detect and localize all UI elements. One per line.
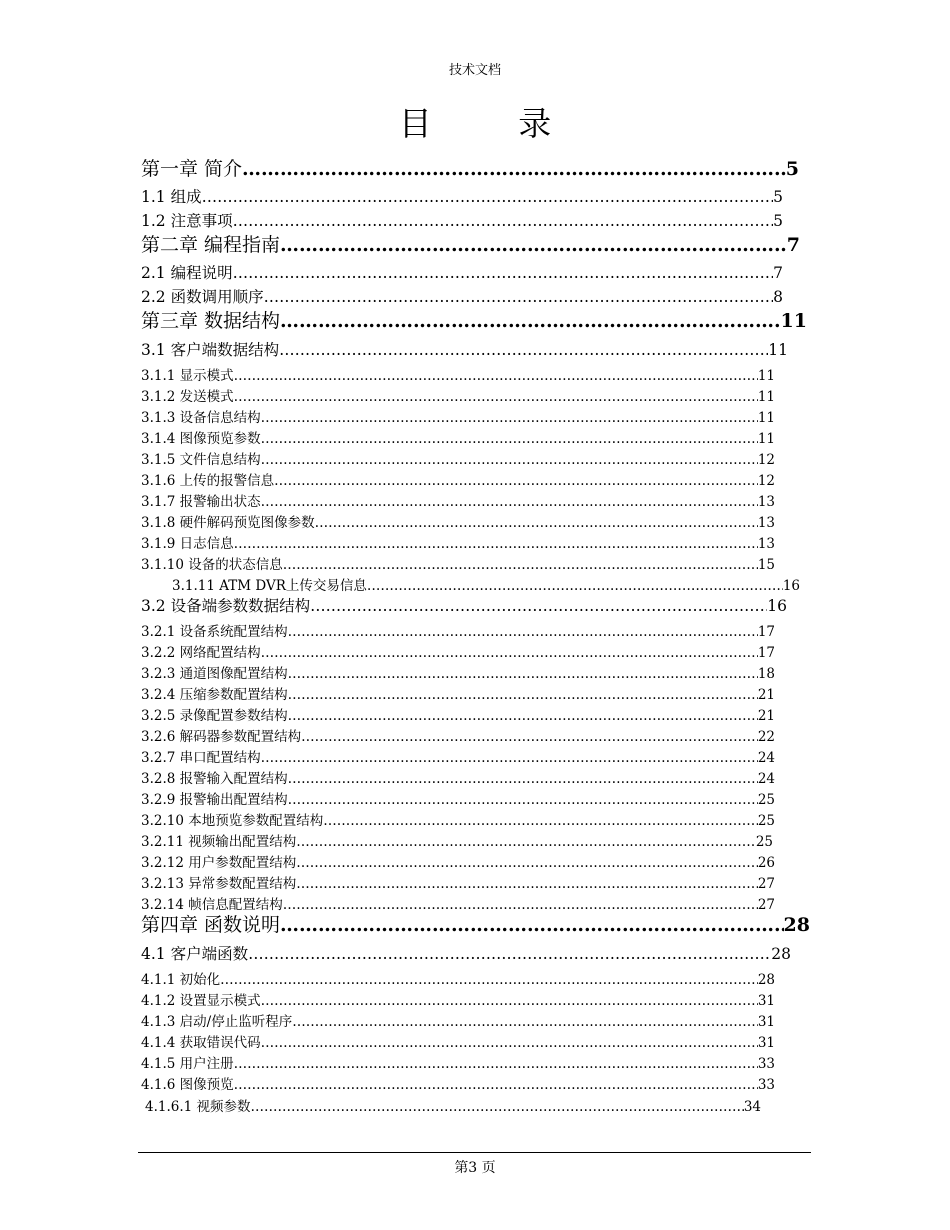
leader-dots [234, 389, 758, 405]
leader-dots [274, 473, 758, 489]
toc-entry-page: 11 [780, 310, 807, 332]
toc-entry-page: 11 [757, 389, 775, 405]
toc-entry-page: 31 [757, 993, 775, 1009]
toc-entry[interactable] [141, 872, 775, 892]
toc-entry[interactable] [141, 1031, 775, 1051]
toc-entry-label: 3.2.1 设备系统配置结构 [141, 624, 288, 640]
leader-dots [264, 288, 774, 306]
toc-entry-page: 8 [773, 288, 783, 306]
leader-dots [261, 1035, 758, 1051]
toc-entry-page: 7 [786, 234, 800, 256]
footer-divider [138, 1152, 811, 1153]
leader-dots [234, 1077, 758, 1093]
toc-entry[interactable] [172, 574, 800, 594]
toc-entry-label: 第四章 函数说明 [141, 914, 281, 936]
toc-entry[interactable] [141, 788, 775, 808]
toc-entry-label: 3.2.13 异常参数配置结构 [141, 876, 297, 892]
toc-entry-page: 13 [757, 494, 775, 510]
leader-dots [234, 1056, 758, 1072]
toc-entry-label: 3.2.5 录像配置参数结构 [141, 708, 288, 724]
toc-entry[interactable] [141, 338, 788, 360]
toc-entry[interactable] [141, 910, 810, 937]
leader-dots [280, 234, 787, 256]
toc-entry[interactable] [141, 746, 775, 766]
toc-entry[interactable] [141, 767, 775, 787]
toc-entry-label: 3.2 设备端参数数据结构 [141, 597, 311, 615]
leader-dots [296, 876, 758, 892]
toc-entry-page: 5 [785, 158, 799, 180]
toc-entry-label: 3.1.1 显示模式 [141, 368, 234, 384]
toc-entry-page: 21 [757, 708, 775, 724]
leader-dots [261, 494, 758, 510]
leader-dots [288, 624, 758, 640]
toc-entry-label: 3.2.10 本地预览参数配置结构 [141, 813, 324, 829]
toc-entry[interactable] [141, 1010, 775, 1030]
leader-dots [233, 264, 774, 282]
toc-entry-label: 1.1 组成 [141, 188, 202, 206]
toc-entry[interactable] [141, 427, 775, 447]
leader-dots [296, 855, 758, 871]
leader-dots [261, 431, 758, 447]
leader-dots [202, 188, 774, 206]
toc-entry-label: 3.2.4 压缩参数配置结构 [141, 687, 288, 703]
leader-dots [323, 813, 758, 829]
toc-entry-page: 21 [757, 687, 775, 703]
toc-entry[interactable] [141, 285, 783, 307]
toc-entry-label: 3.1.4 图像预览参数 [141, 431, 261, 447]
toc-entry-page: 16 [782, 578, 800, 594]
toc-entry-label: 4.1 客户端函数 [141, 945, 249, 963]
toc-entry[interactable] [141, 851, 775, 871]
toc-entry-label: 3.2.12 用户参数配置结构 [141, 855, 297, 871]
toc-entry-page: 24 [757, 771, 775, 787]
toc-entry-label: 3.2.2 网络配置结构 [141, 645, 261, 661]
toc-entry-page: 27 [757, 876, 775, 892]
toc-entry-label: 3.1.2 发送模式 [141, 389, 234, 405]
toc-entry-page: 24 [757, 750, 775, 766]
leader-dots [280, 310, 781, 332]
toc-entry-label: 2.2 函数调用顺序 [141, 288, 264, 306]
toc-entry-label: 第三章 数据结构 [141, 310, 281, 332]
toc-entry-label: 3.1.7 报警输出状态 [141, 494, 261, 510]
toc-entry-page: 28 [783, 914, 810, 936]
toc-entry-label: 3.1.8 硬件解码预览图像参数 [141, 515, 315, 531]
toc-entry-label: 4.1.4 获取错误代码 [141, 1035, 261, 1051]
toc-entry[interactable] [141, 1052, 775, 1072]
leader-dots [310, 597, 767, 615]
leader-dots [234, 368, 758, 384]
toc-entry-page: 5 [773, 212, 783, 230]
toc-entry-page: 25 [757, 813, 775, 829]
toc-entry-label: 3.2.11 视频输出配置结构 [141, 834, 297, 850]
toc-entry-page: 11 [757, 431, 775, 447]
toc-entry-label: 3.1.9 日志信息 [141, 536, 234, 552]
toc-entry-label: 4.1.3 启动/停止监听程序 [141, 1014, 293, 1030]
leader-dots [261, 645, 758, 661]
toc-entry[interactable] [141, 968, 775, 988]
toc-entry-label: 3.1.3 设备信息结构 [141, 410, 261, 426]
toc-entry-page: 11 [757, 368, 775, 384]
leader-dots [261, 452, 758, 468]
toc-entry-page: 22 [757, 729, 775, 745]
toc-entry-page: 34 [743, 1099, 761, 1115]
toc-entry-page: 26 [757, 855, 775, 871]
toc-entry-page: 31 [757, 1014, 775, 1030]
toc-entry-page: 7 [773, 264, 783, 282]
toc-entry[interactable] [141, 230, 800, 257]
leader-dots [279, 341, 768, 359]
toc-entry[interactable] [141, 306, 807, 333]
toc-entry[interactable] [141, 989, 775, 1009]
page-number: 第3 页 [454, 1160, 496, 1176]
leader-dots [292, 1014, 758, 1030]
leader-dots [283, 557, 758, 573]
toc-entry-label: 3.2.14 帧信息配置结构 [141, 897, 283, 913]
leader-dots [288, 687, 758, 703]
toc-entry-label: 3.2.6 解码器参数配置结构 [141, 729, 302, 745]
toc-entry-page: 12 [757, 473, 775, 489]
leader-dots [261, 410, 758, 426]
toc-entry[interactable] [141, 448, 775, 468]
toc-entry-page: 11 [768, 341, 788, 359]
leader-dots [288, 792, 758, 808]
toc-entry-label: 3.2.7 串口配置结构 [141, 750, 261, 766]
toc-entry[interactable] [141, 406, 775, 426]
leader-dots [261, 993, 758, 1009]
leader-dots [251, 1099, 744, 1115]
leader-dots [288, 771, 758, 787]
toc-entry-page: 25 [757, 792, 775, 808]
leader-dots [220, 972, 758, 988]
toc-entry-label: 第一章 简介 [141, 158, 243, 180]
leader-dots [367, 578, 783, 594]
toc-entry[interactable] [141, 209, 783, 231]
toc-entry-page: 17 [757, 645, 775, 661]
toc-entry[interactable] [141, 725, 775, 745]
leader-dots [242, 158, 786, 180]
toc-entry-label: 1.2 注意事项 [141, 212, 233, 230]
toc-entry[interactable] [141, 662, 775, 682]
toc-entry[interactable] [141, 553, 775, 573]
toc-entry-label: 3.1 客户端数据结构 [141, 341, 280, 359]
leader-dots [315, 515, 758, 531]
toc-entry-page: 13 [757, 536, 775, 552]
toc-entry-page: 33 [757, 1077, 775, 1093]
page-header: 技术文档 [448, 63, 501, 78]
toc-entry-page: 28 [771, 945, 791, 963]
toc-entry[interactable] [141, 704, 775, 724]
toc-entry-page: 17 [757, 624, 775, 640]
toc-entry[interactable] [141, 154, 799, 181]
toc-entry-label: 3.2.9 报警输出配置结构 [141, 792, 288, 808]
toc-entry[interactable] [141, 683, 775, 703]
toc-entry[interactable] [141, 594, 787, 616]
toc-entry[interactable] [141, 641, 775, 661]
toc-entry[interactable] [141, 620, 775, 640]
leader-dots [248, 945, 771, 963]
toc-entry-label: 3.2.8 报警输入配置结构 [141, 771, 288, 787]
toc-entry-page: 15 [757, 557, 775, 573]
toc-entry-page: 18 [757, 666, 775, 682]
toc-entry-label: 4.1.6.1 视频参数 [145, 1099, 251, 1115]
toc-entry-page: 16 [767, 597, 787, 615]
toc-entry-page: 5 [773, 188, 783, 206]
toc-entry-page: 33 [757, 1056, 775, 1072]
toc-entry[interactable] [141, 942, 791, 964]
toc-entry[interactable] [141, 532, 775, 552]
toc-entry-label: 4.1.6 图像预览 [141, 1077, 234, 1093]
toc-entry[interactable] [141, 469, 775, 489]
toc-entry-label: 4.1.2 设置显示模式 [141, 993, 261, 1009]
toc-entry[interactable] [141, 511, 775, 531]
toc-entry[interactable] [141, 830, 773, 850]
toc-entry-page: 12 [757, 452, 775, 468]
leader-dots [233, 212, 774, 230]
toc-entry-label: 第二章 编程指南 [141, 234, 281, 256]
toc-entry-page: 25 [755, 834, 773, 850]
toc-entry[interactable] [145, 1095, 761, 1115]
toc-title: 目 录 [398, 104, 590, 143]
leader-dots [280, 914, 784, 936]
toc-entry-label: 4.1.1 初始化 [141, 972, 221, 988]
toc-entry-label: 2.1 编程说明 [141, 264, 233, 282]
toc-entry[interactable] [141, 1073, 775, 1093]
toc-entry-label: 3.2.3 通道图像配置结构 [141, 666, 288, 682]
leader-dots [288, 666, 758, 682]
toc-entry-page: 28 [757, 972, 775, 988]
toc-entry-label: 3.1.5 文件信息结构 [141, 452, 261, 468]
toc-entry[interactable] [141, 364, 775, 384]
toc-entry[interactable] [141, 185, 783, 207]
toc-entry-page: 27 [757, 897, 775, 913]
leader-dots [301, 729, 758, 745]
toc-entry[interactable] [141, 261, 783, 283]
toc-entry-label: 3.1.11 ATM DVR上传交易信息 [172, 578, 367, 594]
toc-entry-page: 31 [757, 1035, 775, 1051]
toc-entry-page: 11 [757, 410, 775, 426]
toc-entry[interactable] [141, 385, 775, 405]
toc-entry-label: 3.1.6 上传的报警信息 [141, 473, 275, 489]
toc-entry[interactable] [141, 490, 775, 510]
leader-dots [261, 750, 758, 766]
toc-entry-page: 13 [757, 515, 775, 531]
leader-dots [288, 708, 758, 724]
leader-dots [296, 834, 756, 850]
leader-dots [234, 536, 758, 552]
toc-entry[interactable] [141, 809, 775, 829]
toc-entry-label: 3.1.10 设备的状态信息 [141, 557, 283, 573]
toc-entry-label: 4.1.5 用户注册 [141, 1056, 234, 1072]
